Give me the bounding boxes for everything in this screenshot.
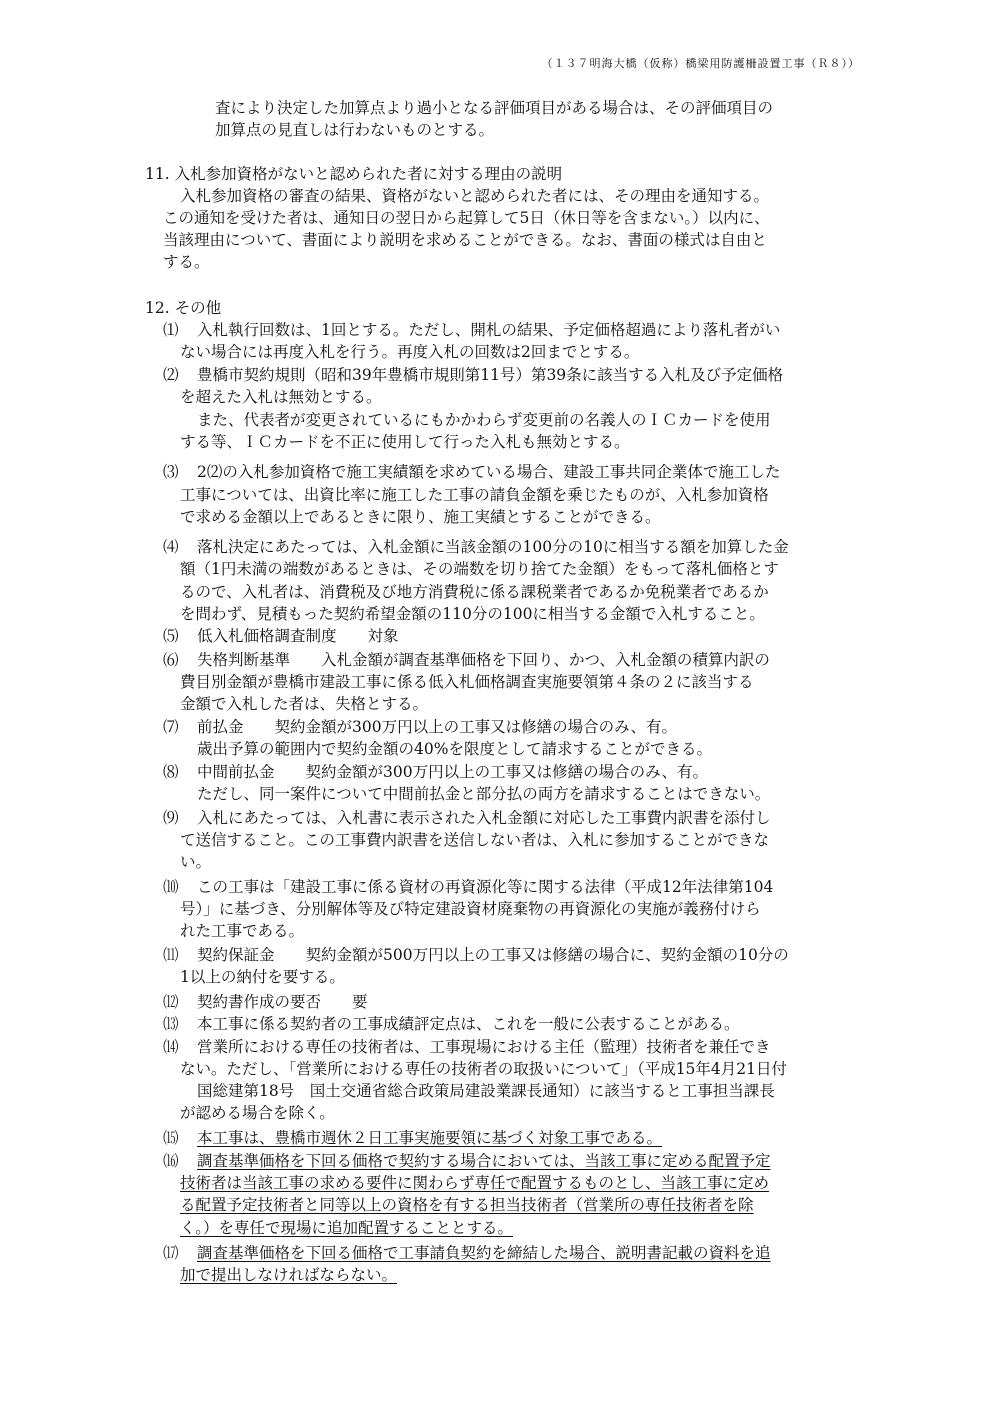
item-9-line: い。 bbox=[180, 853, 212, 871]
document-header: （１３７明海大橋（仮称）橋梁用防護柵設置工事（Ｒ８）） bbox=[541, 57, 860, 70]
item-3-line: 工事については、出資比率に施工した工事の請負金額を乗じたものが、入札参加資格 bbox=[180, 486, 769, 504]
item-8-line: ただし、同一案件について中間前払金と部分払の両方を請求することはできない。 bbox=[197, 785, 771, 803]
item-mark-3: ⑶ bbox=[163, 463, 179, 481]
item-10-line: この工事は「建設工事に係る資材の再資源化等に関する法律（平成12年法律第104 bbox=[197, 878, 774, 896]
item-9-line: 入札にあたっては、入札書に表示された入札金額に対応した工事費内訳書を添付し bbox=[197, 809, 771, 827]
item-3-line: 2⑵の入札参加資格で施工実績額を求めている場合、建設工事共同企業体で施工した bbox=[197, 463, 781, 481]
item-4-line: 額（1円未満の端数があるときは、その端数を切り捨てた金額）をもって落札価格とす bbox=[180, 560, 779, 578]
item-16-line: 技術者は当該工事の求める要件に関わらず専任で配置するものとし、当該工事に定め bbox=[180, 1174, 770, 1192]
intro-line: 加算点の見直しは行わないものとする。 bbox=[215, 121, 495, 139]
item-mark-6: ⑹ bbox=[163, 651, 179, 669]
item-mark-12: ⑿ bbox=[163, 993, 179, 1011]
item-mark-4: ⑷ bbox=[163, 538, 179, 556]
item-mark-15: ⒂ bbox=[163, 1129, 179, 1147]
item-mark-13: ⒀ bbox=[163, 1015, 179, 1033]
section-11-line: この通知を受けた者は、通知日の翌日から起算して5日（休日等を含まない。）以内に、 bbox=[163, 209, 770, 227]
section-11-line: する。 bbox=[163, 253, 210, 271]
item-mark-7: ⑺ bbox=[163, 718, 179, 736]
item-17-line: 調査基準価格を下回る価格で工事請負契約を締結した場合、説明書記載の資料を追 bbox=[197, 1244, 771, 1262]
intro-line: 査により決定した加算点より過小となる評価項目がある場合は、その評価項目の bbox=[215, 99, 774, 117]
item-mark-5: ⑸ bbox=[163, 627, 179, 645]
item-14-line: が認める場合を除く。 bbox=[180, 1104, 335, 1122]
item-mark-17: ⒄ bbox=[163, 1244, 179, 1262]
item-5-line: 低入札価格調査制度 対象 bbox=[197, 627, 399, 645]
item-17-line: 加で提出しなければならない。 bbox=[180, 1266, 398, 1284]
item-11-line: 1以上の納付を要する。 bbox=[180, 968, 345, 986]
item-12-line: 契約書作成の要否 要 bbox=[197, 993, 368, 1011]
item-2-line: を超えた入札は無効とする。 bbox=[180, 388, 382, 406]
item-2-line: また、代表者が変更されているにもかかわらず変更前の名義人のＩＣカードを使用 bbox=[197, 411, 771, 429]
item-4-line: るので、入札者は、消費税及び地方消費税に係る課税業者であるか免税業者であるか bbox=[180, 583, 769, 601]
item-6-line: 失格判断基準 入札金額が調査基準価格を下回り、かつ、入札金額の積算内訳の bbox=[197, 651, 770, 669]
section-11-heading: 11. 入札参加資格がないと認められた者に対する理由の説明 bbox=[145, 165, 563, 183]
item-2-line: する等、ＩＣカードを不正に使用して行った入札も無効とする。 bbox=[180, 433, 630, 451]
item-6-line: 金額で入札した者は、失格とする。 bbox=[180, 695, 429, 713]
item-1-line: 入札執行回数は、1回とする。ただし、開札の結果、予定価格超過により落札者がい bbox=[197, 321, 781, 339]
item-1-line: ない場合には再度入札を行う。再度入札の回数は2回までとする。 bbox=[180, 343, 640, 361]
item-10-line: 号）」に基づき、分別解体等及び特定建設資材廃棄物の再資源化の実施が義務付けら bbox=[180, 900, 761, 918]
item-7-line: 前払金 契約金額が300万円以上の工事又は修繕の場合のみ、有。 bbox=[197, 718, 678, 736]
item-mark-11: ⑾ bbox=[163, 946, 179, 964]
item-6-line: 費目別金額が豊橋市建設工事に係る低入札価格調査実施要領第４条の２に該当する bbox=[180, 673, 754, 691]
item-14-line: ない。ただし、「営業所における専任の技術者の取扱いについて」（平成15年4月21日付 bbox=[180, 1060, 788, 1078]
item-mark-16: ⒃ bbox=[163, 1152, 179, 1170]
section-11-line: 当該理由について、書面により説明を求めることができる。なお、書面の様式は自由と bbox=[163, 231, 767, 249]
item-8-line: 中間前払金 契約金額が300万円以上の工事又は修繕の場合のみ、有。 bbox=[197, 763, 709, 781]
item-mark-9: ⑼ bbox=[163, 809, 179, 827]
item-4-line: 落札決定にあたっては、入札金額に当該金額の100分の10に相当する額を加算した金 bbox=[197, 538, 789, 556]
item-10-line: れた工事である。 bbox=[180, 922, 305, 940]
item-14-line: 国総建第18号 国土交通省総合政策局建設業課長通知）に該当すると工事担当課長 bbox=[197, 1082, 775, 1100]
item-11-line: 契約保証金 契約金額が500万円以上の工事又は修繕の場合に、契約金額の10分の bbox=[197, 946, 789, 964]
item-mark-8: ⑻ bbox=[163, 763, 179, 781]
section-12-heading: 12. その他 bbox=[145, 299, 222, 317]
item-16-line: る配置予定技術者と同等以上の資格を有する担当技術者（営業所の専任技術者を除 bbox=[180, 1196, 754, 1214]
item-2-line: 豊橋市契約規則（昭和39年豊橋市規則第11号）第39条に該当する入札及び予定価格 bbox=[197, 366, 784, 384]
item-15-line: 本工事は、豊橋市週休２日工事実施要領に基づく対象工事である。 bbox=[197, 1129, 663, 1147]
item-mark-14: ⒁ bbox=[163, 1038, 179, 1056]
item-9-line: て送信すること。この工事費内訳書を送信しない者は、入札に参加することができな bbox=[180, 831, 770, 849]
item-13-line: 本工事に係る契約者の工事成績評定点は、これを一般に公表することがある。 bbox=[197, 1015, 740, 1033]
item-7-line: 歳出予算の範囲内で契約金額の40%を限度として請求することができる。 bbox=[197, 740, 712, 758]
item-mark-10: ⑽ bbox=[163, 878, 179, 896]
item-mark-2: ⑵ bbox=[163, 366, 179, 384]
item-4-line: を問わず、見積もった契約希望金額の110分の100に相当する金額で入札すること。 bbox=[180, 605, 765, 623]
item-16-line: 調査基準価格を下回る価格で契約する場合においては、当該工事に定める配置予定 bbox=[197, 1152, 771, 1170]
section-11-line: 入札参加資格の審査の結果、資格がないと認められた者には、その理由を通知する。 bbox=[180, 187, 770, 205]
item-mark-1: ⑴ bbox=[163, 321, 179, 339]
item-3-line: で求める金額以上であるときに限り、施工実績とすることができる。 bbox=[180, 508, 661, 526]
item-16-line: く。）を専任で現場に追加配置することとする。 bbox=[180, 1219, 513, 1237]
item-14-line: 営業所における専任の技術者は、工事現場における主任（監理）技術者を兼任でき bbox=[197, 1038, 771, 1056]
